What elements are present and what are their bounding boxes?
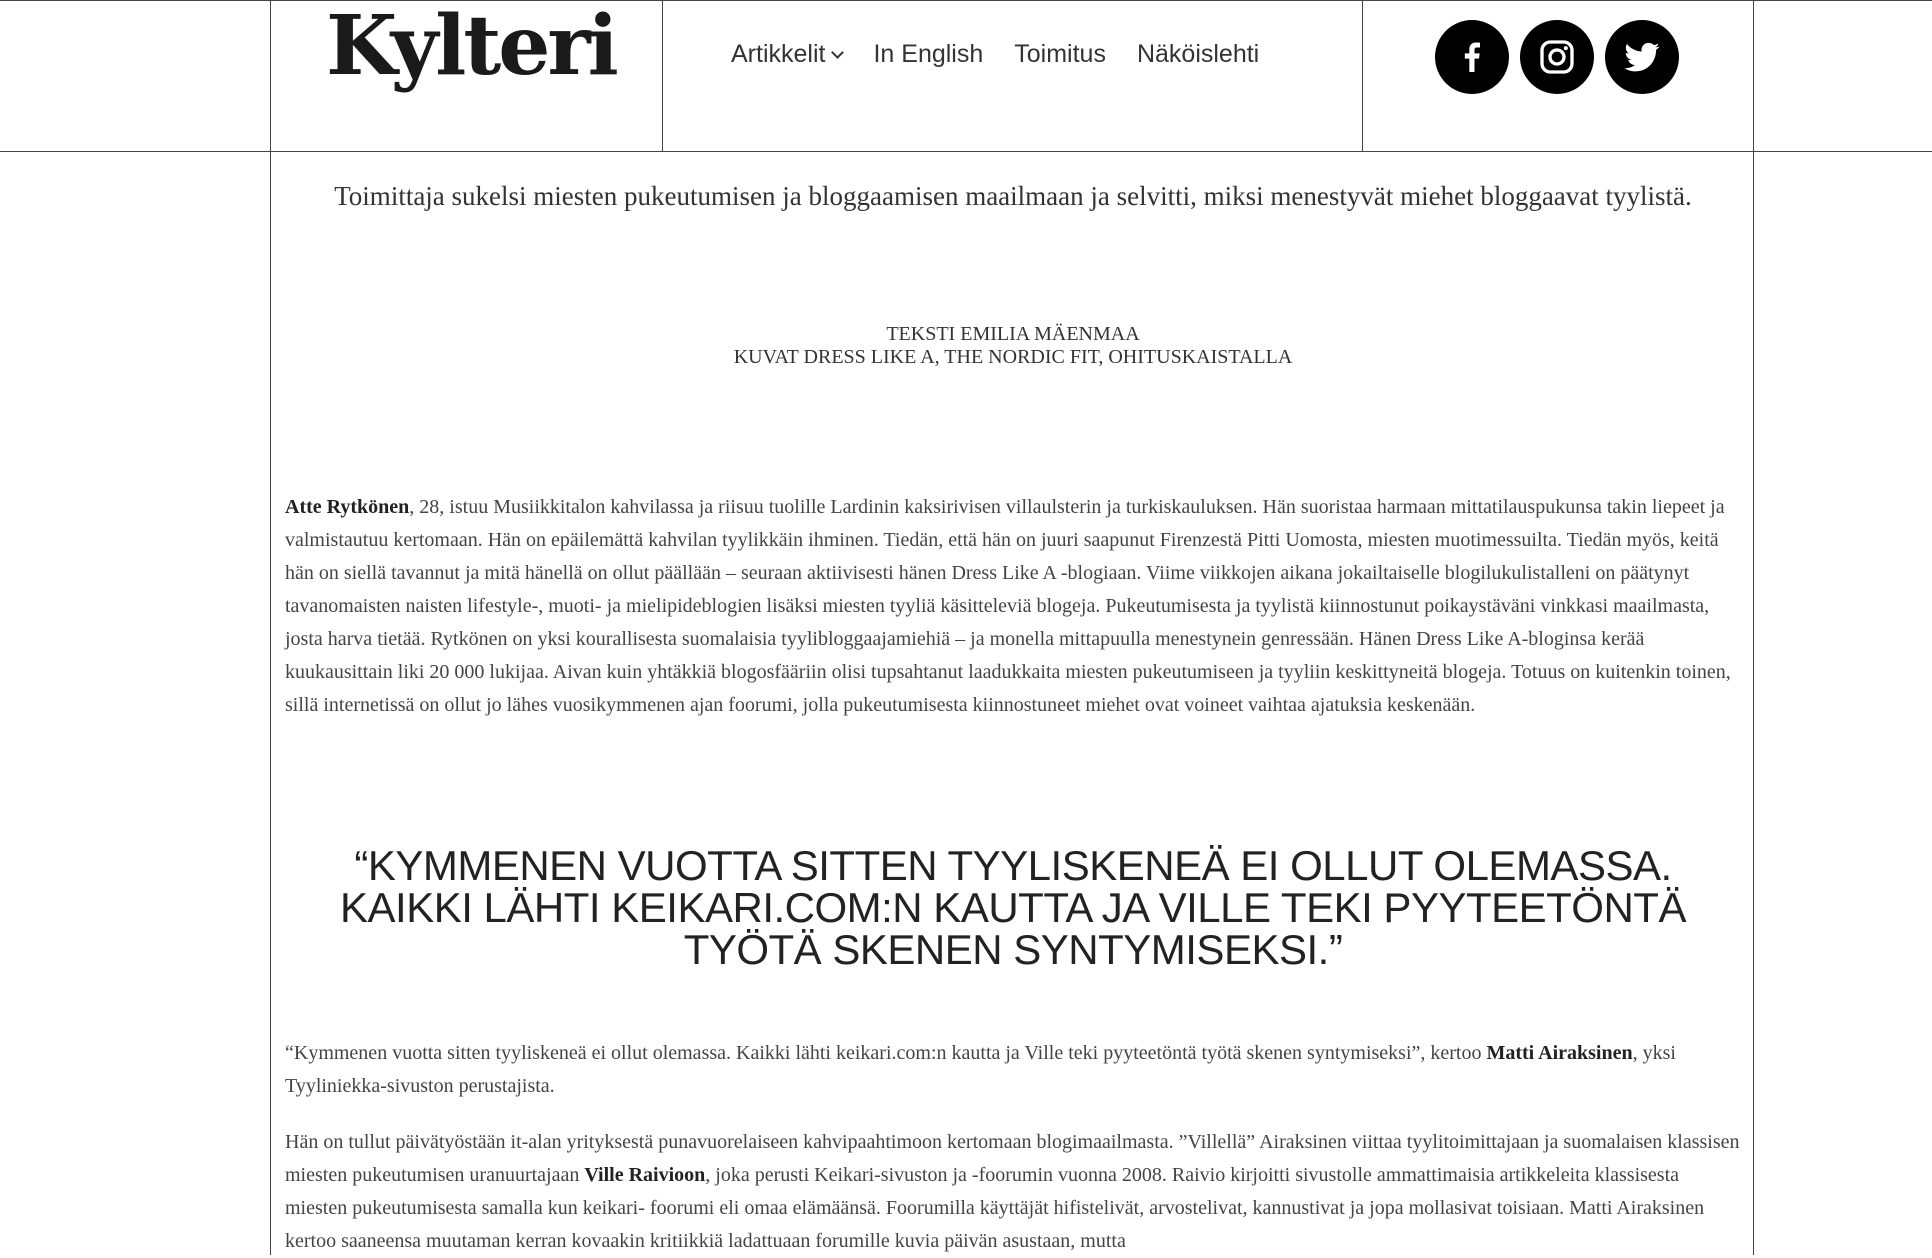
chevron-down-icon bbox=[832, 46, 845, 59]
instagram-icon bbox=[1537, 37, 1577, 77]
nav-item-in-english[interactable] bbox=[873, 40, 983, 69]
person-name: Matti Airaksinen bbox=[1486, 1042, 1633, 1064]
paragraph-text: , yksi Tyyliniekka-sivuston perustajista. bbox=[285, 1042, 1676, 1097]
nav-item-label: Toimitus bbox=[1014, 40, 1106, 68]
logo-cell bbox=[270, 0, 662, 151]
nav-item-nakoislehti[interactable] bbox=[1137, 40, 1259, 69]
social-links bbox=[1435, 20, 1679, 94]
article-content bbox=[270, 151, 1754, 1255]
social-cell bbox=[1362, 0, 1754, 151]
person-name: Ville Raivioon bbox=[584, 1164, 706, 1186]
nav-item-label: In English bbox=[873, 40, 984, 68]
main-nav bbox=[731, 40, 1290, 69]
paragraph-text: “Kymmenen vuotta sitten tyyliskeneä ei ollut olemassa. Kaikki lähti keikari.com:n kautta ja Ville teki pyyteetöntä työtä skenen syntymiseksi”, kertoo bbox=[285, 1042, 1487, 1064]
twitter-button[interactable] bbox=[1605, 20, 1679, 94]
twitter-icon bbox=[1621, 36, 1663, 78]
nav-item-artikkelit[interactable] bbox=[731, 40, 842, 69]
article-credits bbox=[291, 323, 1735, 369]
nav-item-toimitus[interactable] bbox=[1014, 40, 1106, 69]
person-name: Atte Rytkönen bbox=[285, 496, 410, 518]
article-paragraph bbox=[285, 491, 1745, 722]
facebook-icon bbox=[1452, 37, 1492, 77]
nav-item-label: Artikkelit bbox=[731, 40, 826, 68]
pull-quote: “KYMMENEN VUOTTA SITTEN TYYLISKENEÄ EI OLLUT OLEMASSA. KAIKKI LÄHTI KEIKARI.COM:N KAUTTA JA VILLE TEKI PYYTEETÖNTÄ TYÖTÄ SKENEN SYNTYMISEKSI.” bbox=[340, 842, 1686, 973]
instagram-button[interactable] bbox=[1520, 20, 1594, 94]
paragraph-text: Hän on tullut päivätyöstään it-alan yrityksestä punavuorelaiseen kahvipaahtimoon kertomaan blogimaailmasta. ”Villellä” Airaksinen viittaa tyylitoimittajaan ja suomalaisen klassisen miesten pukeutumisen uranuurtajaan bbox=[285, 1131, 1740, 1186]
article-paragraph bbox=[285, 1126, 1745, 1258]
facebook-button[interactable] bbox=[1435, 20, 1509, 94]
paragraph-text: , joka perusti Keikari-sivuston ja -foorumin vuonna 2008. Raivio kirjoitti sivustolle ammattimaisia artikkeleita klassisesta miesten pukeutumisesta samalla kun keikari- foorumi eli omaa elämäänsä. Foorumilla käyttäjät hifistelivät, arvostelivat, kannustivat ja jopa mollasivat toisiaan. Matti Airaksinen kertoo saaneensa muutaman kerran kovaakin kritiikkiä ladattuaan forumille kuvia päivän asustaan, mutta bbox=[285, 1164, 1705, 1252]
nav-cell bbox=[662, 0, 1362, 151]
credit-text: TEKSTI EMILIA MÄENMAA bbox=[886, 323, 1140, 345]
paragraph-text: , 28, istuu Musiikkitalon kahvilassa ja riisuu tuolille Lardinin kaksirivisen villaulsterin ja turkiskauluksen. Hän suoristaa harmaan mittatilauspukunsa takin liepeet ja valmistautuu kertomaan. Hän on epäilemättä kahvilan tyylikkäin ihminen. Tiedän, että hän on juuri saapunut Firenzestä Pitti Uomosta, miesten muotimessuilta. Tiedän myös, keitä hän on siellä tavannut ja mitä hänellä on ollut päällään – seuraan aktiivisesti hänen Dress Like A -blogiaan. Viime viikkojen aikana jokailtaiselle blogilukulistalleni on päätynyt tavanomaisten naisten lifestyle-, muoti- ja mielipideblogien lisäksi miesten tyyliä käsitteleviä blogeja. Pukeutumisesta ja tyylistä kiinnostunut poikaystäväni vinkkasi maailmasta, josta harva tietää. Rytkönen on yksi kourallisesta suomalaisia tyylibloggaajamiehiä – ja monella mittapuulla menestynein genressään. Hänen Dress Like A-bloginsa kerää kuukausittain liki 20 000 lukijaa. Aivan kuin yhtäkkiä blogosfääriin olisi tupsahtanut laadukkaita miesten pukeutumiseen ja tyyliin keskittyneitä blogeja. Totuus on kuitenkin toinen, sillä internetissä on ollut jo lähes vuosikymmenen ajan foorumi, jolla pukeutumisesta kiinnostuneet miehet ovat voineet vaihtaa ajatuksia keskenään. bbox=[285, 496, 1731, 716]
article-lead: Toimittaja sukelsi miesten pukeutumisen ja bloggaamisen maailmaan ja selvitti, miksi menestyvät miehet bloggaavat tyylistä. bbox=[334, 181, 1692, 211]
site-header bbox=[0, 0, 1932, 152]
nav-item-label: Näköislehti bbox=[1136, 40, 1260, 68]
article-paragraph bbox=[285, 1037, 1745, 1103]
credit-photos: KUVAT DRESS LIKE A, THE NORDIC FIT, OHITUSKAISTALLA bbox=[733, 346, 1293, 368]
site-logo[interactable]: Kylteri bbox=[326, 0, 616, 94]
